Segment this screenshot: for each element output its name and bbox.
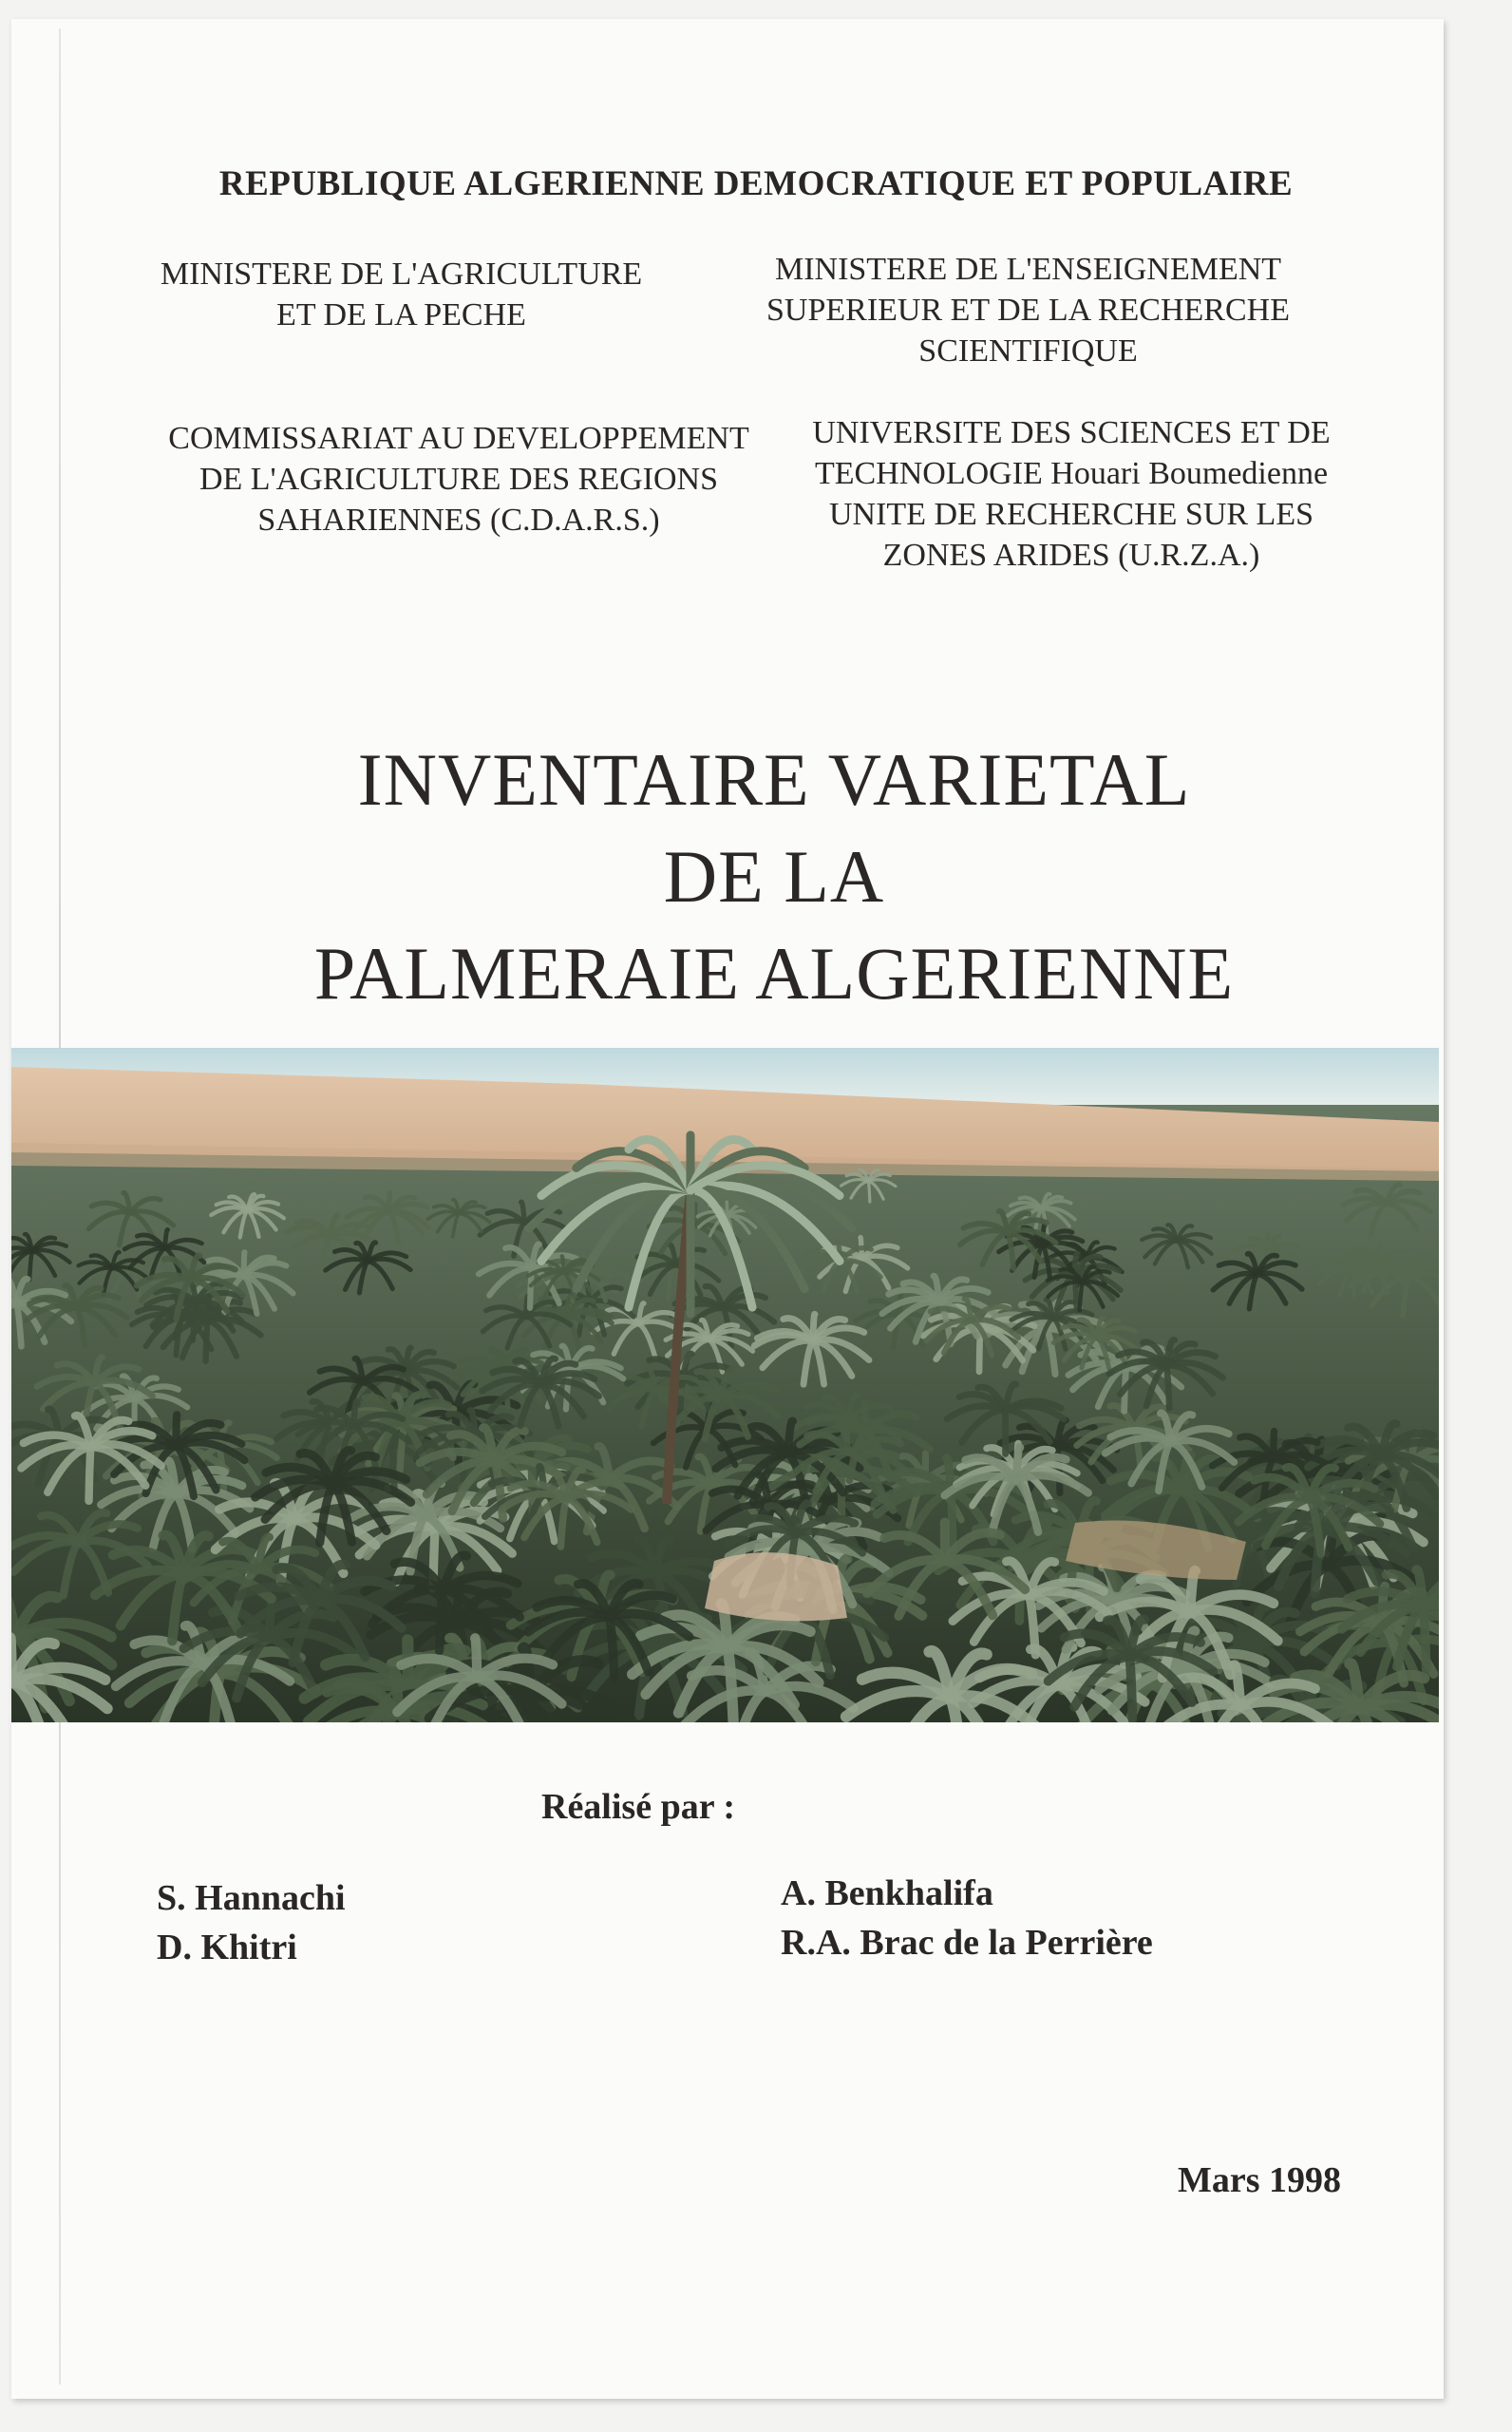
- university-line: UNIVERSITE DES SCIENCES ET DE: [812, 415, 1331, 450]
- authors-right: [781, 1869, 1153, 1967]
- author-name: R.A. Brac de la Perrière: [781, 1923, 1153, 1963]
- author-name: S. Hannachi: [157, 1878, 346, 1918]
- university-line: TECHNOLOGIE Houari Boumedienne: [814, 456, 1329, 491]
- commissariat-line: COMMISSARIAT AU DEVELOPPEMENT: [168, 421, 749, 456]
- commissariat-line: DE L'AGRICULTURE DES REGIONS: [198, 462, 719, 497]
- republic-heading: REPUBLIQUE ALGERIENNE DEMOCRATIQUE ET POPULAIRE: [218, 164, 1294, 203]
- publication-date: Mars 1998: [1178, 2160, 1342, 2200]
- palm-grove-illustration: [11, 1048, 1439, 1722]
- ministry-education-line: SUPERIEUR ET DE LA RECHERCHE: [766, 293, 1290, 328]
- authors-left: [157, 1873, 346, 1972]
- commissariat-cdars: [150, 418, 767, 541]
- ministry-agriculture-line: MINISTERE DE L'AGRICULTURE: [160, 256, 643, 292]
- university-line: UNITE DE RECHERCHE SUR LES: [829, 497, 1314, 532]
- title-line: INVENTAIRE VARIETAL: [357, 738, 1191, 821]
- ministry-education-line: SCIENTIFIQUE: [918, 333, 1138, 369]
- commissariat-line: SAHARIENNES (C.D.A.R.S.): [257, 503, 660, 538]
- credits-label: Réalisé par :: [541, 1787, 736, 1827]
- ministry-education-line: MINISTERE DE L'ENSEIGNEMENT: [774, 252, 1282, 287]
- ministry-agriculture: [142, 254, 660, 335]
- ministry-higher-education: [750, 249, 1306, 371]
- palm-grove-photo: [11, 1048, 1439, 1722]
- title-line: PALMERAIE ALGERIENNE: [313, 932, 1235, 1015]
- university-line: ZONES ARIDES (U.R.Z.A.): [882, 538, 1260, 573]
- university-urza: [777, 412, 1366, 576]
- author-name: A. Benkhalifa: [781, 1873, 993, 1913]
- book-title: [0, 732, 1512, 1022]
- title-line: DE LA: [663, 835, 885, 918]
- ministry-agriculture-line: ET DE LA PECHE: [276, 297, 526, 332]
- author-name: D. Khitri: [157, 1928, 297, 1967]
